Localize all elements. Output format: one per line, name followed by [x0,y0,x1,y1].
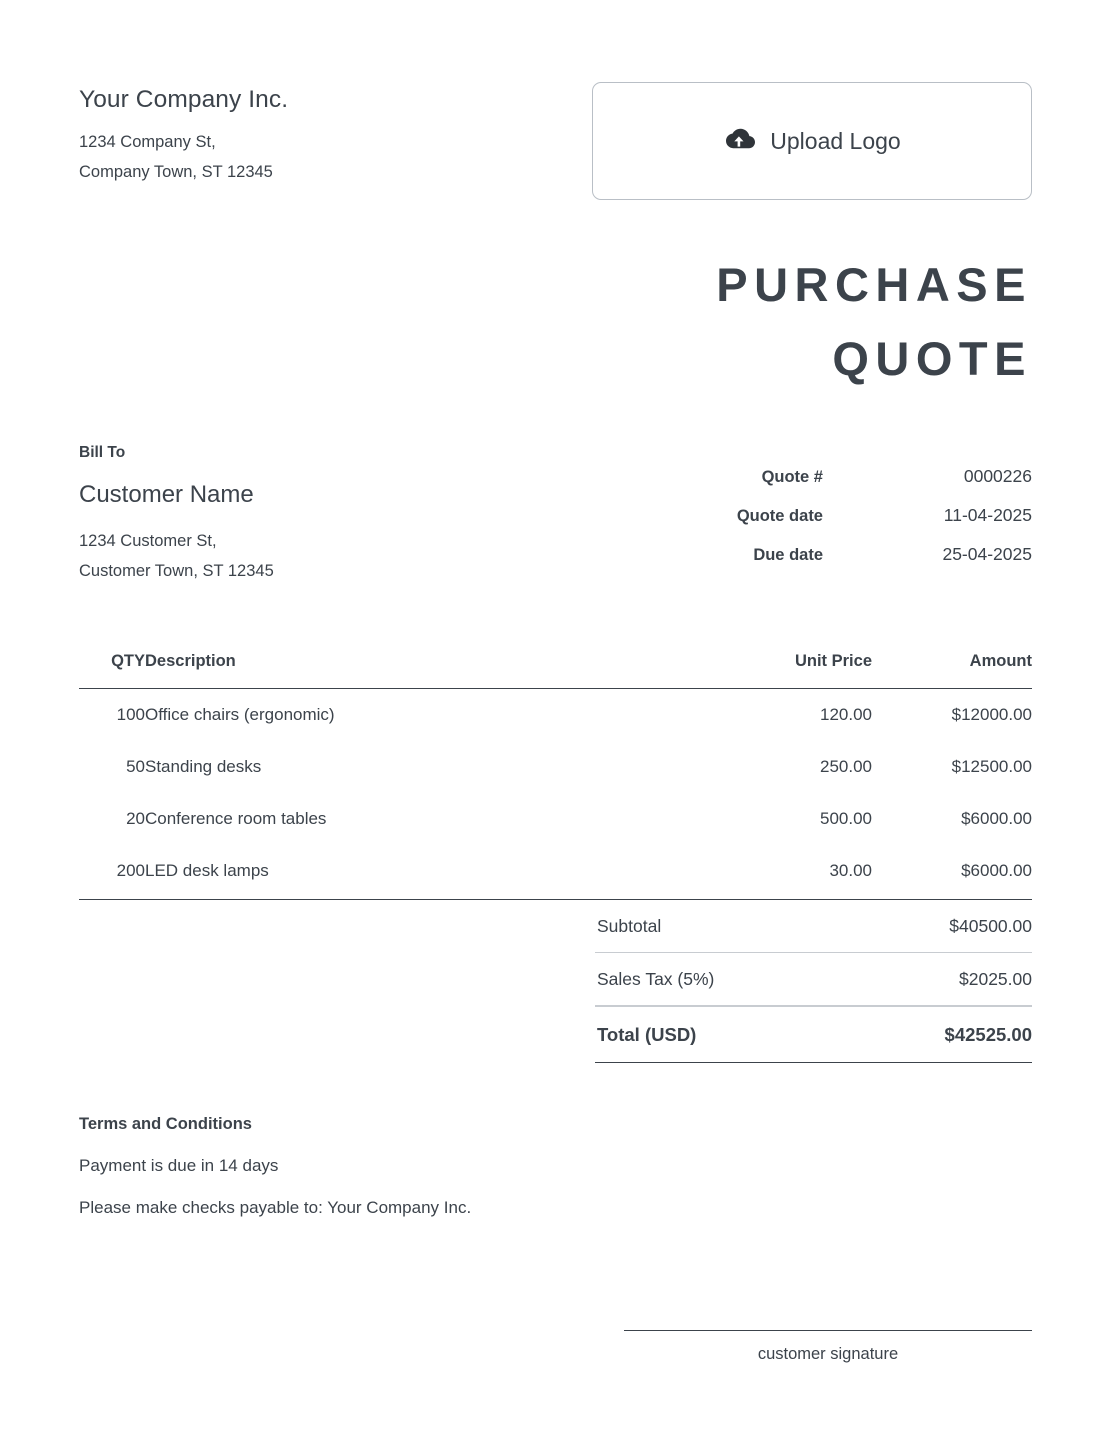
table-row [79,741,1032,793]
cell-amount: $6000.00 [961,809,1032,828]
terms-section [0,1063,1110,1218]
subtotal-value: $40500.00 [949,916,1032,936]
subtotal-row [595,900,1032,953]
column-header-qty: QTY [79,652,145,689]
terms-title: Terms and Conditions [79,1115,252,1133]
signature-block [624,1330,1032,1364]
company-info [79,82,288,187]
cell-amount: $6000.00 [872,845,1032,900]
sales-tax-label: Sales Tax (5%) [597,969,715,989]
grand-total-label: Total (USD) [597,1024,697,1045]
bill-to-block [79,444,274,586]
signature-line [624,1330,1032,1331]
cell-unit-price: 250.00 [820,757,872,776]
meta-label-due-date: Due date [753,546,823,564]
line-items-section [0,586,1110,1063]
quote-meta [592,444,1032,586]
meta-row-quote-date [592,505,1032,526]
billing-and-meta [0,396,1110,586]
meta-row-quote-number [592,466,1032,487]
cell-description: Office chairs (ergonomic) [145,705,335,724]
table-row [79,845,1032,900]
meta-label-quote-number: Quote # [761,468,823,486]
cell-description: Standing desks [145,757,262,776]
cell-qty: 200 [79,845,145,900]
grand-total-value: $42525.00 [944,1024,1032,1045]
cell-description: LED desk lamps [145,845,692,900]
table-header-row [79,652,1032,689]
cell-qty: 20 [126,809,145,828]
customer-address-line2: Customer Town, ST 12345 [79,562,274,580]
cell-description: Conference room tables [145,809,327,828]
cloud-upload-icon [723,126,756,157]
cell-qty: 50 [126,757,145,776]
cell-amount: $12500.00 [951,757,1032,776]
upload-logo-button[interactable] [592,82,1032,200]
meta-label-quote-date: Quote date [736,507,823,525]
document-title [0,200,1110,396]
grand-total-row [595,1006,1032,1063]
company-address-line1: 1234 Company St, [79,133,216,151]
customer-name: Customer Name [79,481,254,508]
meta-value-quote-number: 0000226 [963,466,1032,486]
document-title-line2: QUOTE [832,332,1032,385]
meta-row-due-date [592,544,1032,565]
column-header-amount: Amount [872,652,1032,689]
table-row [79,793,1032,845]
line-items-table [79,652,1032,900]
column-header-description: Description [145,652,692,689]
sales-tax-row [595,953,1032,1006]
document-header [0,0,1110,200]
cell-amount: $12000.00 [951,705,1032,724]
cell-qty: 100 [116,705,145,724]
upload-logo-label: Upload Logo [770,127,901,154]
sales-tax-value: $2025.00 [959,969,1032,989]
cell-unit-price: 120.00 [820,705,872,724]
cell-unit-price: 30.00 [692,845,872,900]
terms-line-1: Payment is due in 14 days [79,1156,279,1175]
meta-value-due-date: 25-04-2025 [942,544,1032,564]
cell-unit-price: 500.00 [820,809,872,828]
customer-address-line1: 1234 Customer St, [79,532,217,550]
bill-to-label: Bill To [79,444,126,461]
company-address-line2: Company Town, ST 12345 [79,163,273,181]
signature-label: customer signature [757,1345,899,1363]
document-title-line1: PURCHASE [716,258,1032,311]
column-header-unit-price: Unit Price [692,652,872,689]
company-name: Your Company Inc. [79,86,289,113]
meta-value-quote-date: 11-04-2025 [943,505,1032,525]
totals-block [595,900,1032,1063]
terms-line-2: Please make checks payable to: Your Company Inc. [79,1198,472,1217]
subtotal-label: Subtotal [597,916,662,936]
table-row [79,689,1032,742]
